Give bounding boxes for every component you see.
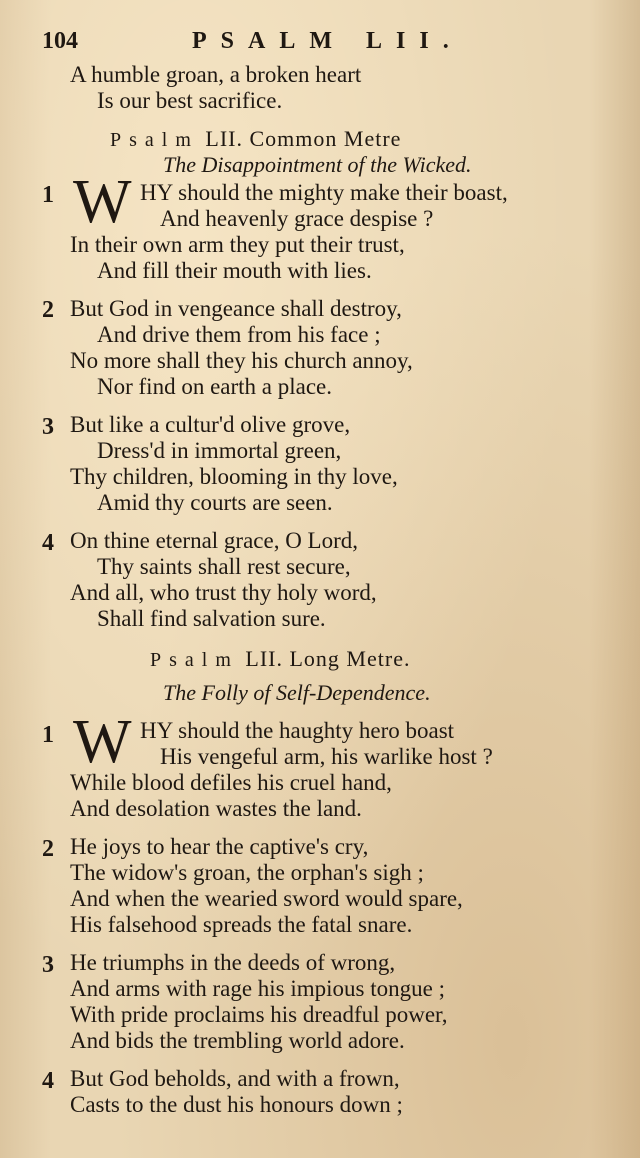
drop-cap: W (73, 168, 132, 236)
verse-line: Shall find salvation sure. (97, 606, 326, 631)
verse-line: Casts to the dust his honours down ; (70, 1092, 403, 1117)
stanza-number: 3 (42, 414, 54, 440)
psalm-heading-metre: LII. Common Metre (205, 126, 402, 151)
verse-line: Thy children, blooming in thy love, (70, 464, 398, 489)
psalm-heading (150, 646, 410, 672)
verse-line: With pride proclaims his dreadful power, (70, 1002, 448, 1027)
verse-line: HY should the haughty hero boast (140, 718, 455, 743)
drop-cap: W (73, 708, 132, 776)
stanza-number: 2 (42, 297, 54, 323)
verse-line: And arms with rage his impious tongue ; (70, 976, 445, 1001)
verse-line: But God in vengeance shall destroy, (70, 296, 402, 321)
verse-line: But like a cultur'd olive grove, (70, 412, 351, 437)
verse-line: His vengeful arm, his warlike host ? (160, 744, 493, 769)
psalm-subtitle: The Folly of Self-Dependence. (163, 680, 431, 705)
verse-line: But God beholds, and with a frown, (70, 1066, 400, 1091)
verse-line: While blood defiles his cruel hand, (70, 770, 392, 795)
verse-line: Is our best sacrifice. (97, 88, 283, 113)
verse-line: And fill their mouth with lies. (97, 258, 372, 283)
verse-line: He triumphs in the deeds of wrong, (70, 950, 396, 975)
stanza-number: 1 (42, 182, 54, 208)
verse-line: And all, who trust thy holy word, (70, 580, 377, 605)
psalm-heading-word: Psalm (150, 649, 239, 671)
verse-line: His falsehood spreads the fatal snare. (70, 912, 413, 937)
psalm-heading-word: Psalm (110, 129, 199, 151)
verse-line: And heavenly grace despise ? (160, 206, 434, 231)
stanza-number: 1 (42, 722, 54, 748)
stanza-number: 4 (42, 1068, 54, 1094)
verse-line: Dress'd in immortal green, (97, 438, 342, 463)
psalm-heading-metre: LII. Long Metre. (245, 646, 411, 671)
verse-line: Thy saints shall rest secure, (97, 554, 351, 579)
running-title: PSALM LII. (192, 28, 463, 54)
verse-line: Amid thy courts are seen. (97, 490, 333, 515)
verse-line: Nor find on earth a place. (97, 374, 333, 399)
page-number: 104 (42, 28, 78, 54)
verse-line: On thine eternal grace, O Lord, (70, 528, 359, 553)
verse-line: No more shall they his church annoy, (70, 348, 413, 373)
stanza-number: 4 (42, 530, 54, 556)
running-header (42, 28, 492, 58)
psalm-subtitle: The Disappointment of the Wicked. (163, 152, 472, 177)
verse-line: The widow's groan, the orphan's sigh ; (70, 860, 424, 885)
stanza-number: 3 (42, 952, 54, 978)
psalm-heading (110, 126, 401, 152)
verse-line: And bids the trembling world adore. (70, 1028, 405, 1053)
verse-line: A humble groan, a broken heart (70, 62, 362, 87)
verse-line: HY should the mighty make their boast, (140, 180, 508, 205)
verse-line: And drive them from his face ; (97, 322, 381, 347)
verse-line: And when the wearied sword would spare, (70, 886, 463, 911)
stanza-number: 2 (42, 836, 54, 862)
verse-line: He joys to hear the captive's cry, (70, 834, 369, 859)
verse-line: In their own arm they put their trust, (70, 232, 405, 257)
verse-line: And desolation wastes the land. (70, 796, 362, 821)
